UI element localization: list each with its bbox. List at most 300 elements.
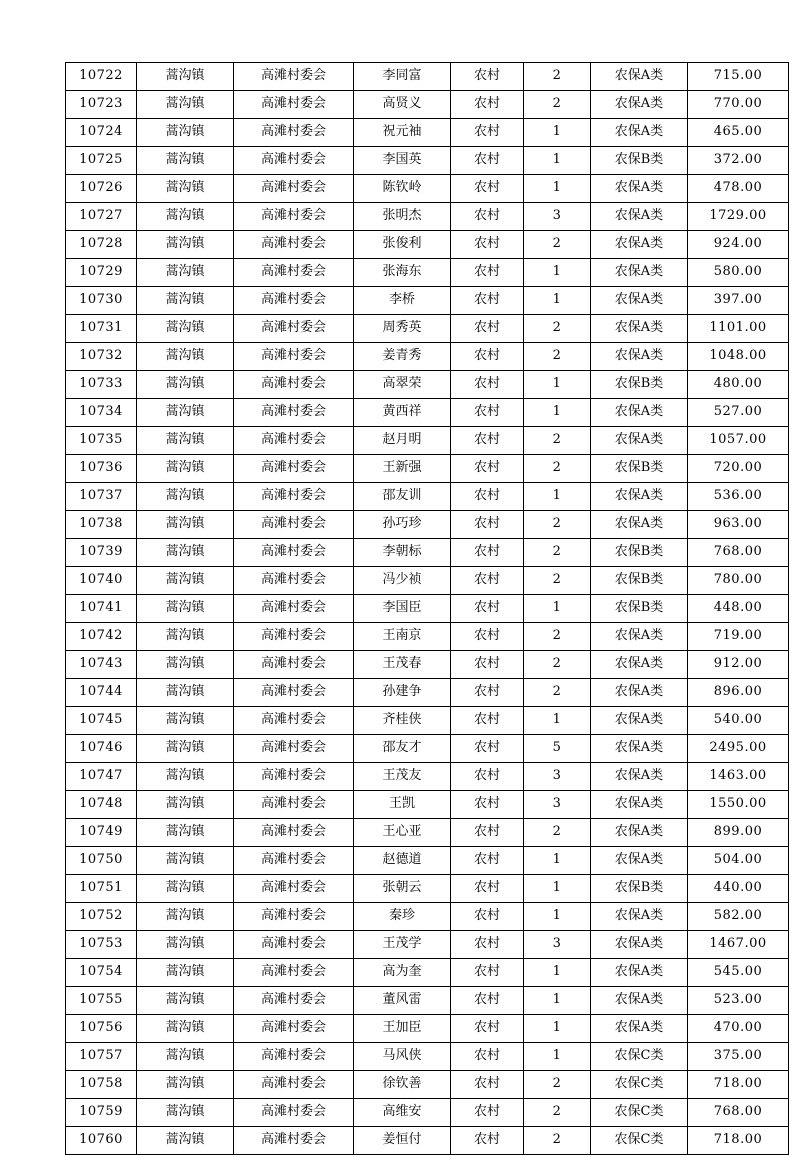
- cell-amount: 719.00: [688, 623, 789, 651]
- table-row: [66, 203, 789, 231]
- table-row: [66, 1071, 789, 1099]
- cell-town: 蒿沟镇: [137, 1099, 234, 1127]
- cell-village: 高滩村委会: [234, 63, 354, 91]
- cell-village: 高滩村委会: [234, 1127, 354, 1155]
- cell-town: 蒿沟镇: [137, 287, 234, 315]
- cell-category: 农保A类: [591, 399, 688, 427]
- cell-village: 高滩村委会: [234, 511, 354, 539]
- cell-category: 农保C类: [591, 1127, 688, 1155]
- table-row: [66, 875, 789, 903]
- cell-id: 10736: [66, 455, 137, 483]
- cell-id: 10742: [66, 623, 137, 651]
- cell-name: 王茂友: [354, 763, 451, 791]
- cell-town: 蒿沟镇: [137, 63, 234, 91]
- cell-count: 3: [524, 931, 591, 959]
- cell-id: 10722: [66, 63, 137, 91]
- cell-town: 蒿沟镇: [137, 567, 234, 595]
- cell-category: 农保B类: [591, 147, 688, 175]
- cell-type: 农村: [451, 539, 524, 567]
- cell-amount: 2495.00: [688, 735, 789, 763]
- cell-name: 王心亚: [354, 819, 451, 847]
- cell-town: 蒿沟镇: [137, 819, 234, 847]
- cell-village: 高滩村委会: [234, 651, 354, 679]
- cell-category: 农保A类: [591, 343, 688, 371]
- cell-type: 农村: [451, 1099, 524, 1127]
- cell-category: 农保A类: [591, 735, 688, 763]
- table-row: [66, 651, 789, 679]
- cell-amount: 582.00: [688, 903, 789, 931]
- cell-id: 10726: [66, 175, 137, 203]
- cell-category: 农保A类: [591, 287, 688, 315]
- cell-id: 10748: [66, 791, 137, 819]
- cell-category: 农保A类: [591, 63, 688, 91]
- cell-village: 高滩村委会: [234, 1099, 354, 1127]
- cell-count: 3: [524, 791, 591, 819]
- cell-count: 2: [524, 679, 591, 707]
- cell-type: 农村: [451, 763, 524, 791]
- cell-town: 蒿沟镇: [137, 483, 234, 511]
- cell-category: 农保A类: [591, 903, 688, 931]
- cell-count: 1: [524, 483, 591, 511]
- cell-category: 农保A类: [591, 931, 688, 959]
- cell-count: 2: [524, 623, 591, 651]
- table-row: [66, 819, 789, 847]
- table-row: [66, 623, 789, 651]
- cell-count: 1: [524, 119, 591, 147]
- cell-name: 徐钦善: [354, 1071, 451, 1099]
- cell-town: 蒿沟镇: [137, 987, 234, 1015]
- cell-village: 高滩村委会: [234, 259, 354, 287]
- cell-name: 马风侠: [354, 1043, 451, 1071]
- cell-amount: 780.00: [688, 567, 789, 595]
- cell-count: 1: [524, 147, 591, 175]
- table-row: [66, 343, 789, 371]
- cell-village: 高滩村委会: [234, 91, 354, 119]
- cell-type: 农村: [451, 623, 524, 651]
- cell-amount: 536.00: [688, 483, 789, 511]
- cell-name: 张明杰: [354, 203, 451, 231]
- table-row: [66, 987, 789, 1015]
- cell-type: 农村: [451, 119, 524, 147]
- cell-id: 10733: [66, 371, 137, 399]
- cell-name: 陈钦岭: [354, 175, 451, 203]
- cell-amount: 465.00: [688, 119, 789, 147]
- cell-amount: 540.00: [688, 707, 789, 735]
- cell-name: 高贤义: [354, 91, 451, 119]
- cell-town: 蒿沟镇: [137, 455, 234, 483]
- cell-id: 10749: [66, 819, 137, 847]
- cell-town: 蒿沟镇: [137, 539, 234, 567]
- table-row: [66, 903, 789, 931]
- cell-type: 农村: [451, 147, 524, 175]
- cell-town: 蒿沟镇: [137, 763, 234, 791]
- cell-name: 李国英: [354, 147, 451, 175]
- cell-name: 王茂学: [354, 931, 451, 959]
- table-row: [66, 427, 789, 455]
- cell-id: 10729: [66, 259, 137, 287]
- cell-name: 邵友训: [354, 483, 451, 511]
- cell-category: 农保B类: [591, 595, 688, 623]
- cell-count: 5: [524, 735, 591, 763]
- cell-category: 农保A类: [591, 231, 688, 259]
- cell-id: 10737: [66, 483, 137, 511]
- cell-name: 高翠荣: [354, 371, 451, 399]
- cell-name: 黄西祥: [354, 399, 451, 427]
- table-row: [66, 1043, 789, 1071]
- cell-name: 董风雷: [354, 987, 451, 1015]
- cell-id: 10723: [66, 91, 137, 119]
- cell-count: 2: [524, 511, 591, 539]
- cell-town: 蒿沟镇: [137, 651, 234, 679]
- cell-name: 周秀英: [354, 315, 451, 343]
- cell-count: 1: [524, 987, 591, 1015]
- table-row: [66, 959, 789, 987]
- cell-town: 蒿沟镇: [137, 875, 234, 903]
- cell-category: 农保A类: [591, 763, 688, 791]
- cell-village: 高滩村委会: [234, 847, 354, 875]
- cell-id: 10751: [66, 875, 137, 903]
- table-row: [66, 287, 789, 315]
- cell-town: 蒿沟镇: [137, 847, 234, 875]
- table-row: [66, 147, 789, 175]
- cell-town: 蒿沟镇: [137, 1043, 234, 1071]
- cell-town: 蒿沟镇: [137, 595, 234, 623]
- cell-name: 张海东: [354, 259, 451, 287]
- cell-name: 李桥: [354, 287, 451, 315]
- cell-name: 高维安: [354, 1099, 451, 1127]
- cell-count: 2: [524, 1099, 591, 1127]
- cell-id: 10738: [66, 511, 137, 539]
- cell-type: 农村: [451, 371, 524, 399]
- cell-amount: 963.00: [688, 511, 789, 539]
- table-row: [66, 399, 789, 427]
- cell-category: 农保B类: [591, 567, 688, 595]
- cell-type: 农村: [451, 203, 524, 231]
- table-row: [66, 847, 789, 875]
- cell-amount: 1057.00: [688, 427, 789, 455]
- roster-table: [65, 62, 789, 1155]
- cell-id: 10747: [66, 763, 137, 791]
- cell-village: 高滩村委会: [234, 399, 354, 427]
- cell-count: 1: [524, 707, 591, 735]
- cell-id: 10741: [66, 595, 137, 623]
- cell-amount: 580.00: [688, 259, 789, 287]
- cell-town: 蒿沟镇: [137, 931, 234, 959]
- cell-village: 高滩村委会: [234, 539, 354, 567]
- cell-type: 农村: [451, 987, 524, 1015]
- cell-category: 农保A类: [591, 91, 688, 119]
- cell-town: 蒿沟镇: [137, 791, 234, 819]
- cell-category: 农保A类: [591, 259, 688, 287]
- cell-count: 2: [524, 1127, 591, 1155]
- cell-amount: 1101.00: [688, 315, 789, 343]
- cell-amount: 1729.00: [688, 203, 789, 231]
- cell-type: 农村: [451, 287, 524, 315]
- cell-town: 蒿沟镇: [137, 231, 234, 259]
- cell-type: 农村: [451, 903, 524, 931]
- cell-amount: 715.00: [688, 63, 789, 91]
- cell-category: 农保B类: [591, 455, 688, 483]
- cell-town: 蒿沟镇: [137, 315, 234, 343]
- table-row: [66, 679, 789, 707]
- cell-type: 农村: [451, 399, 524, 427]
- cell-id: 10760: [66, 1127, 137, 1155]
- cell-town: 蒿沟镇: [137, 427, 234, 455]
- cell-id: 10759: [66, 1099, 137, 1127]
- cell-type: 农村: [451, 455, 524, 483]
- cell-type: 农村: [451, 91, 524, 119]
- cell-id: 10725: [66, 147, 137, 175]
- cell-count: 1: [524, 875, 591, 903]
- cell-count: 2: [524, 1071, 591, 1099]
- cell-count: 2: [524, 315, 591, 343]
- cell-id: 10744: [66, 679, 137, 707]
- cell-category: 农保C类: [591, 1071, 688, 1099]
- cell-amount: 768.00: [688, 1099, 789, 1127]
- cell-name: 齐桂侠: [354, 707, 451, 735]
- cell-type: 农村: [451, 707, 524, 735]
- cell-village: 高滩村委会: [234, 987, 354, 1015]
- table-row: [66, 231, 789, 259]
- table-row: [66, 763, 789, 791]
- cell-category: 农保A类: [591, 175, 688, 203]
- cell-amount: 545.00: [688, 959, 789, 987]
- cell-town: 蒿沟镇: [137, 623, 234, 651]
- cell-count: 3: [524, 203, 591, 231]
- cell-village: 高滩村委会: [234, 595, 354, 623]
- table-row: [66, 371, 789, 399]
- table-row: [66, 1015, 789, 1043]
- cell-count: 1: [524, 903, 591, 931]
- cell-village: 高滩村委会: [234, 623, 354, 651]
- cell-town: 蒿沟镇: [137, 259, 234, 287]
- cell-town: 蒿沟镇: [137, 91, 234, 119]
- cell-count: 1: [524, 1043, 591, 1071]
- cell-id: 10739: [66, 539, 137, 567]
- cell-village: 高滩村委会: [234, 679, 354, 707]
- cell-count: 1: [524, 1015, 591, 1043]
- cell-id: 10750: [66, 847, 137, 875]
- table-row: [66, 63, 789, 91]
- cell-amount: 480.00: [688, 371, 789, 399]
- roster-table-body: [66, 63, 789, 1155]
- cell-count: 2: [524, 651, 591, 679]
- cell-id: 10752: [66, 903, 137, 931]
- cell-category: 农保A类: [591, 1015, 688, 1043]
- cell-village: 高滩村委会: [234, 959, 354, 987]
- cell-category: 农保C类: [591, 1099, 688, 1127]
- cell-amount: 448.00: [688, 595, 789, 623]
- cell-category: 农保A类: [591, 427, 688, 455]
- cell-id: 10734: [66, 399, 137, 427]
- cell-type: 农村: [451, 679, 524, 707]
- cell-type: 农村: [451, 483, 524, 511]
- cell-type: 农村: [451, 427, 524, 455]
- cell-type: 农村: [451, 595, 524, 623]
- cell-count: 3: [524, 763, 591, 791]
- cell-town: 蒿沟镇: [137, 147, 234, 175]
- cell-name: 李同富: [354, 63, 451, 91]
- cell-category: 农保B类: [591, 875, 688, 903]
- cell-town: 蒿沟镇: [137, 343, 234, 371]
- cell-village: 高滩村委会: [234, 791, 354, 819]
- cell-amount: 372.00: [688, 147, 789, 175]
- cell-category: 农保B类: [591, 371, 688, 399]
- cell-name: 孙建争: [354, 679, 451, 707]
- cell-category: 农保A类: [591, 651, 688, 679]
- cell-village: 高滩村委会: [234, 455, 354, 483]
- cell-count: 2: [524, 343, 591, 371]
- cell-town: 蒿沟镇: [137, 679, 234, 707]
- cell-amount: 1463.00: [688, 763, 789, 791]
- table-row: [66, 315, 789, 343]
- cell-count: 2: [524, 819, 591, 847]
- cell-count: 2: [524, 91, 591, 119]
- cell-town: 蒿沟镇: [137, 707, 234, 735]
- cell-town: 蒿沟镇: [137, 1071, 234, 1099]
- cell-town: 蒿沟镇: [137, 399, 234, 427]
- cell-amount: 527.00: [688, 399, 789, 427]
- table-row: [66, 119, 789, 147]
- cell-id: 10753: [66, 931, 137, 959]
- cell-count: 2: [524, 427, 591, 455]
- cell-village: 高滩村委会: [234, 147, 354, 175]
- cell-count: 1: [524, 399, 591, 427]
- cell-count: 1: [524, 847, 591, 875]
- cell-name: 冯少祯: [354, 567, 451, 595]
- cell-village: 高滩村委会: [234, 763, 354, 791]
- cell-id: 10735: [66, 427, 137, 455]
- cell-town: 蒿沟镇: [137, 959, 234, 987]
- cell-amount: 899.00: [688, 819, 789, 847]
- cell-type: 农村: [451, 931, 524, 959]
- cell-id: 10730: [66, 287, 137, 315]
- cell-village: 高滩村委会: [234, 1015, 354, 1043]
- cell-name: 张朝云: [354, 875, 451, 903]
- table-row: [66, 483, 789, 511]
- cell-name: 李朝标: [354, 539, 451, 567]
- cell-count: 1: [524, 959, 591, 987]
- cell-category: 农保A类: [591, 203, 688, 231]
- table-row: [66, 707, 789, 735]
- cell-amount: 768.00: [688, 539, 789, 567]
- cell-name: 姜青秀: [354, 343, 451, 371]
- cell-amount: 523.00: [688, 987, 789, 1015]
- cell-village: 高滩村委会: [234, 231, 354, 259]
- table-row: [66, 595, 789, 623]
- cell-village: 高滩村委会: [234, 931, 354, 959]
- table-row: [66, 735, 789, 763]
- table-row: [66, 175, 789, 203]
- cell-type: 农村: [451, 651, 524, 679]
- cell-village: 高滩村委会: [234, 903, 354, 931]
- cell-id: 10728: [66, 231, 137, 259]
- cell-count: 1: [524, 371, 591, 399]
- cell-type: 农村: [451, 959, 524, 987]
- cell-type: 农村: [451, 1015, 524, 1043]
- cell-amount: 1467.00: [688, 931, 789, 959]
- cell-type: 农村: [451, 791, 524, 819]
- cell-name: 张俊利: [354, 231, 451, 259]
- cell-id: 10754: [66, 959, 137, 987]
- cell-id: 10756: [66, 1015, 137, 1043]
- cell-count: 2: [524, 539, 591, 567]
- cell-category: 农保A类: [591, 679, 688, 707]
- cell-category: 农保A类: [591, 959, 688, 987]
- cell-type: 农村: [451, 1127, 524, 1155]
- cell-name: 王茂春: [354, 651, 451, 679]
- cell-id: 10732: [66, 343, 137, 371]
- cell-type: 农村: [451, 63, 524, 91]
- cell-type: 农村: [451, 511, 524, 539]
- cell-category: 农保A类: [591, 483, 688, 511]
- cell-name: 李国臣: [354, 595, 451, 623]
- cell-amount: 896.00: [688, 679, 789, 707]
- cell-town: 蒿沟镇: [137, 1015, 234, 1043]
- cell-town: 蒿沟镇: [137, 203, 234, 231]
- cell-category: 农保A类: [591, 119, 688, 147]
- table-row: [66, 1099, 789, 1127]
- cell-amount: 478.00: [688, 175, 789, 203]
- cell-category: 农保A类: [591, 791, 688, 819]
- cell-id: 10727: [66, 203, 137, 231]
- cell-id: 10757: [66, 1043, 137, 1071]
- cell-village: 高滩村委会: [234, 203, 354, 231]
- cell-type: 农村: [451, 231, 524, 259]
- cell-category: 农保A类: [591, 623, 688, 651]
- cell-town: 蒿沟镇: [137, 511, 234, 539]
- cell-id: 10745: [66, 707, 137, 735]
- cell-name: 赵德道: [354, 847, 451, 875]
- cell-name: 王南京: [354, 623, 451, 651]
- cell-type: 农村: [451, 735, 524, 763]
- cell-village: 高滩村委会: [234, 427, 354, 455]
- cell-name: 王新强: [354, 455, 451, 483]
- cell-id: 10743: [66, 651, 137, 679]
- cell-name: 孙巧珍: [354, 511, 451, 539]
- cell-amount: 720.00: [688, 455, 789, 483]
- cell-village: 高滩村委会: [234, 1043, 354, 1071]
- cell-amount: 1550.00: [688, 791, 789, 819]
- cell-name: 祝元袖: [354, 119, 451, 147]
- cell-type: 农村: [451, 1043, 524, 1071]
- cell-type: 农村: [451, 1071, 524, 1099]
- cell-type: 农村: [451, 567, 524, 595]
- cell-name: 高为奎: [354, 959, 451, 987]
- cell-name: 姜恒付: [354, 1127, 451, 1155]
- cell-town: 蒿沟镇: [137, 371, 234, 399]
- cell-village: 高滩村委会: [234, 1071, 354, 1099]
- cell-village: 高滩村委会: [234, 567, 354, 595]
- cell-name: 邵友才: [354, 735, 451, 763]
- cell-id: 10724: [66, 119, 137, 147]
- cell-town: 蒿沟镇: [137, 1127, 234, 1155]
- cell-amount: 718.00: [688, 1071, 789, 1099]
- cell-category: 农保A类: [591, 987, 688, 1015]
- cell-village: 高滩村委会: [234, 175, 354, 203]
- cell-village: 高滩村委会: [234, 735, 354, 763]
- cell-village: 高滩村委会: [234, 315, 354, 343]
- cell-count: 2: [524, 63, 591, 91]
- cell-village: 高滩村委会: [234, 371, 354, 399]
- table-row: [66, 511, 789, 539]
- cell-village: 高滩村委会: [234, 343, 354, 371]
- cell-category: 农保A类: [591, 511, 688, 539]
- cell-amount: 470.00: [688, 1015, 789, 1043]
- table-row: [66, 91, 789, 119]
- cell-town: 蒿沟镇: [137, 175, 234, 203]
- cell-count: 2: [524, 455, 591, 483]
